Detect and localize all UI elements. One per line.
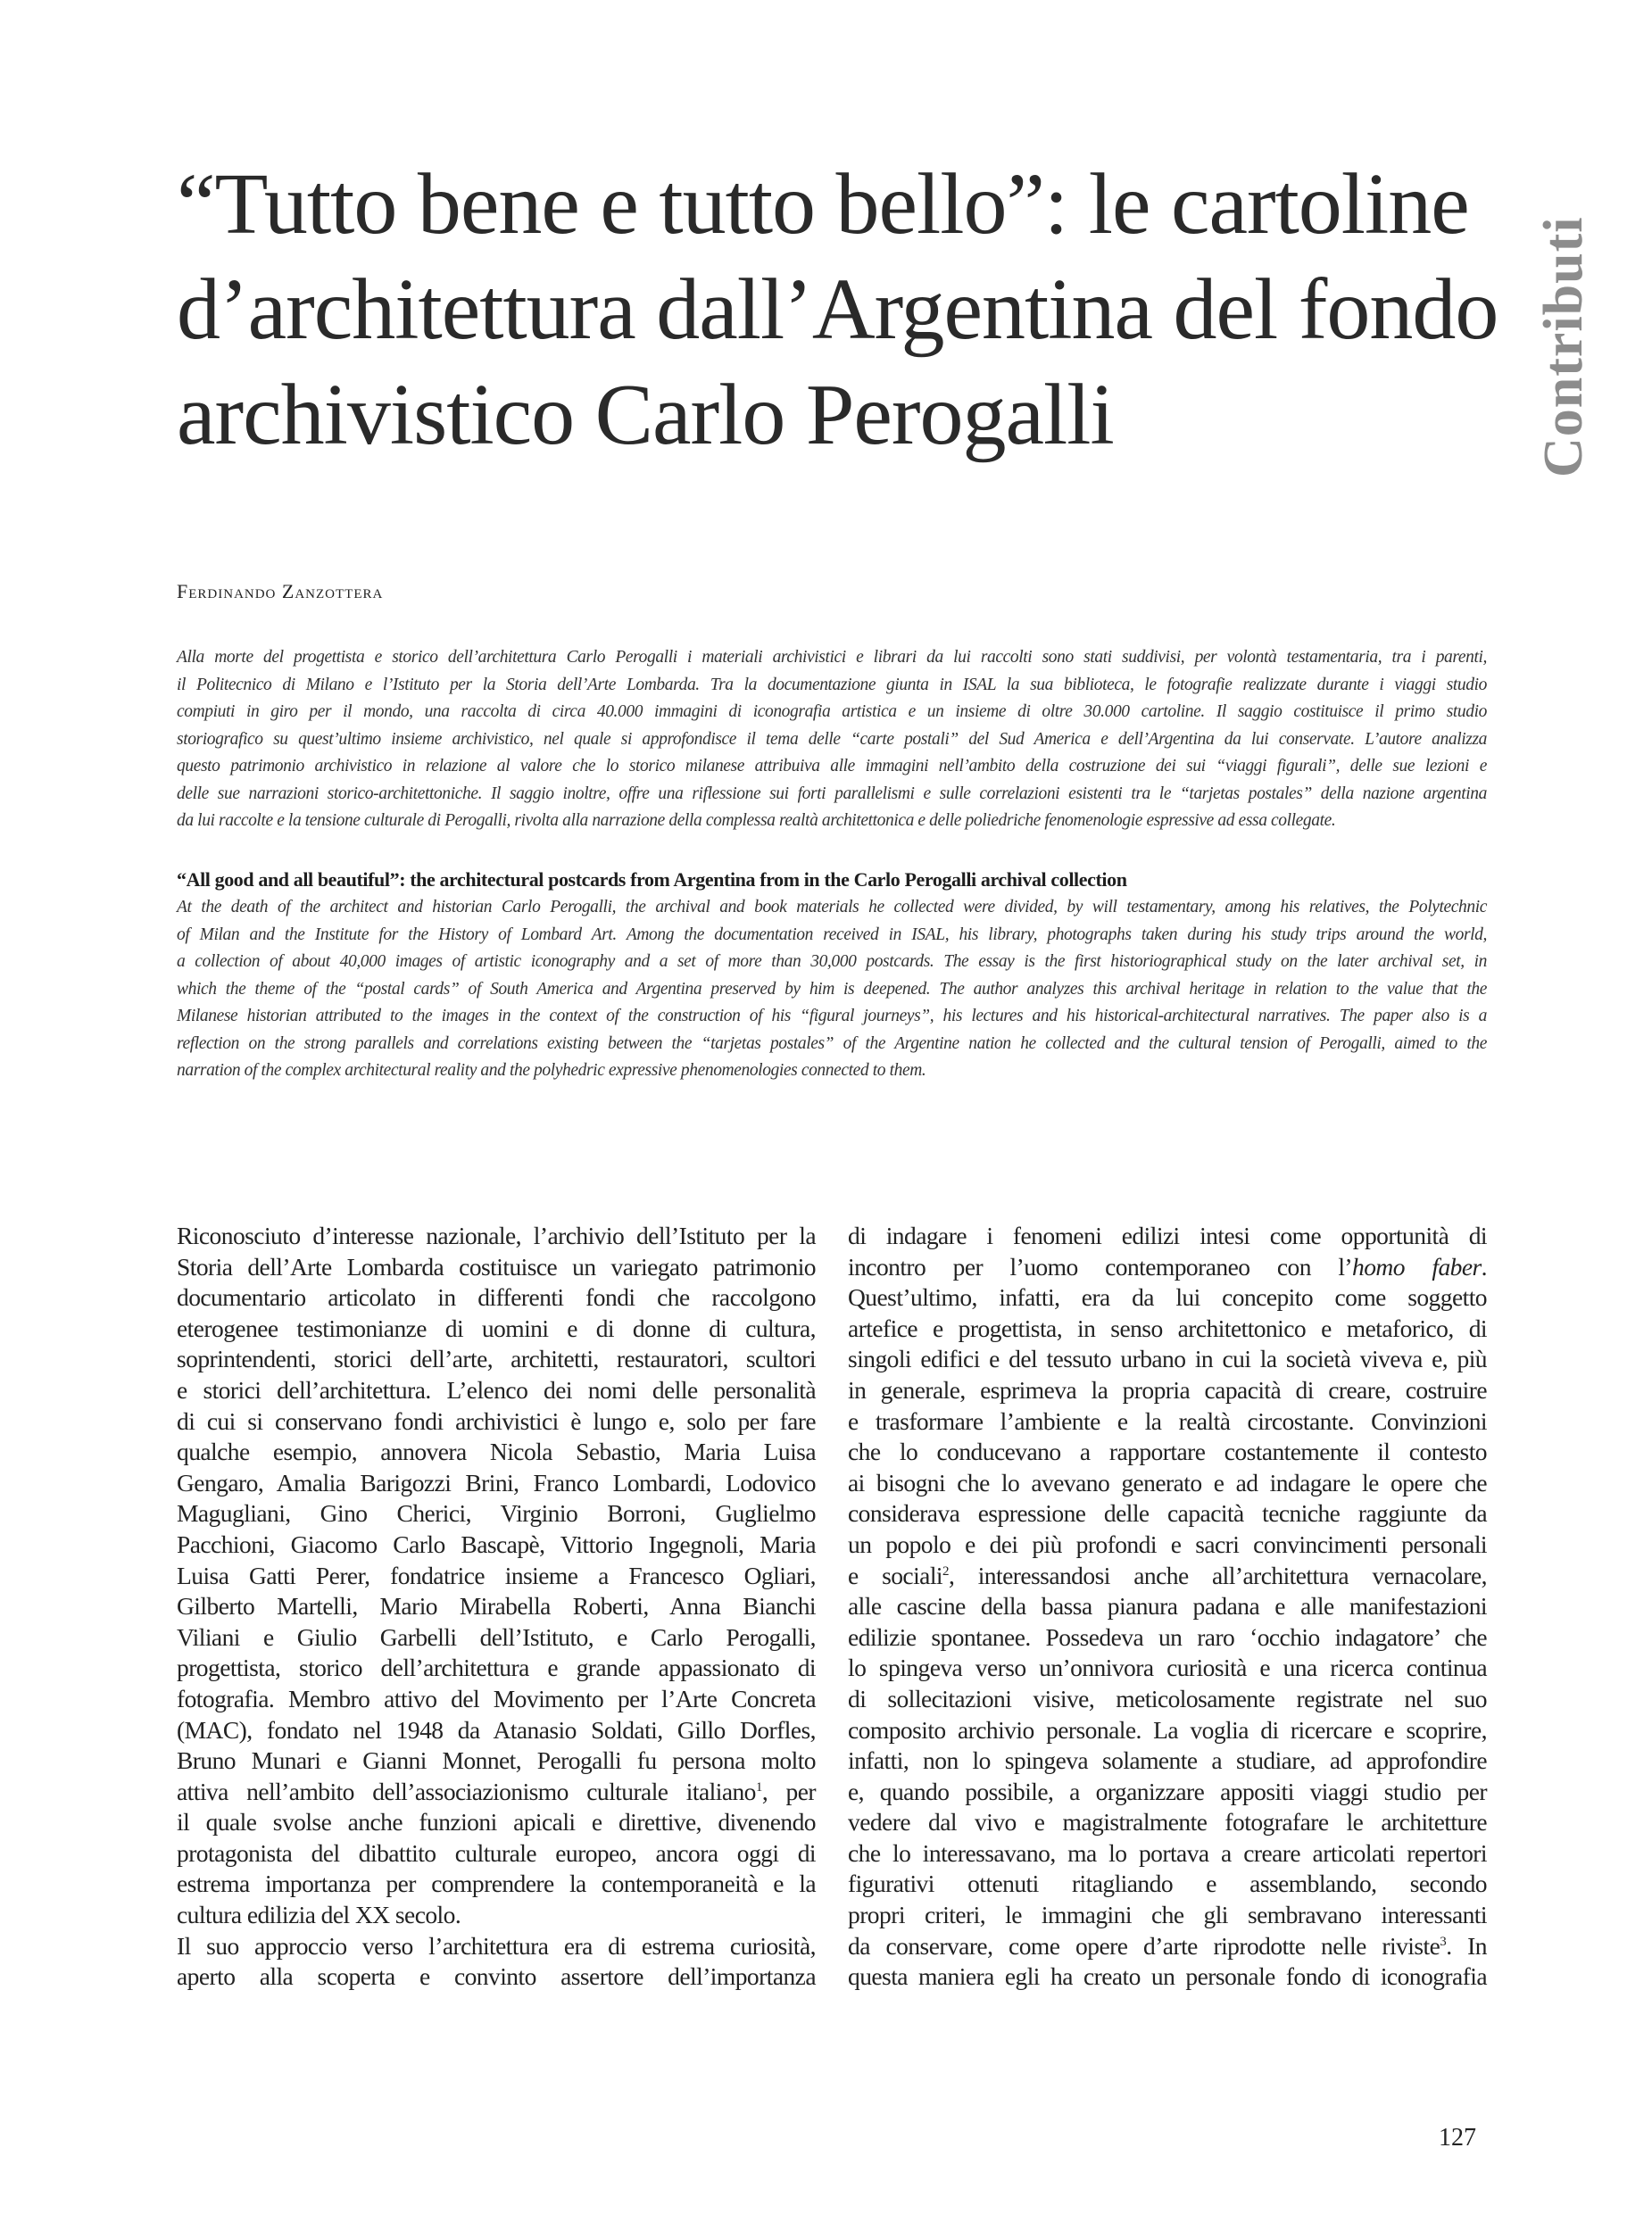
- text-line: che lo interessavano, ma lo portava a creare articolati repertori: [848, 1838, 1487, 1867]
- text-line: Milanese historian attributed to the images in the context of the construction of his “figural journeys”, his lectures and his historical-architectural narratives. The paper also is a: [177, 1007, 1487, 1025]
- article-title: [177, 152, 1498, 468]
- text-line: Pacchioni, Giacomo Carlo Bascapè, Vittorio Ingegnoli, Maria: [177, 1530, 816, 1558]
- text-line: di indagare i fenomeni edilizi intesi come opportunità di: [848, 1222, 1487, 1249]
- text-line: Storia dell’Arte Lombarda costituisce un variegato patrimonio: [177, 1252, 816, 1281]
- text-line: questa maniera egli ha creato un personale fondo di iconografia: [848, 1962, 1487, 1991]
- text-line: vedere dal vivo e magistralmente fotografare le architetture: [848, 1808, 1487, 1837]
- text-line: aperto alla scoperta e convinto assertore dell’importanza: [177, 1962, 816, 1991]
- text-line: di cui si conservano fondi archivistici è lungo e, solo per fare: [177, 1406, 816, 1435]
- text-line: qualche esempio, annovera Nicola Sebastio, Maria Luisa: [177, 1438, 816, 1466]
- section-label: Contributi: [1533, 216, 1594, 477]
- italic-term: homo faber: [1352, 1252, 1482, 1281]
- text-line: attiva nell’ambito dell’associazionismo culturale italiano$^1$, per: [177, 1777, 816, 1805]
- text-line: infatti, non lo spingeva solamente a studiare, ad approfondire: [848, 1746, 1487, 1775]
- text-line: protagonista del dibattito culturale europeo, ancora oggi di: [177, 1838, 816, 1867]
- text-line: figurativi ottenuti ritagliando e assemblando, secondo: [848, 1870, 1487, 1898]
- author-name: Ferdinando Zanzottera: [177, 580, 384, 602]
- text-line: Gilberto Martelli, Mario Mirabella Roberti, Anna Bianchi: [177, 1592, 816, 1621]
- text-line: Luisa Gatti Perer, fondatrice insieme a Francesco Ogliari,: [177, 1561, 816, 1589]
- title-line: d’architettura dall’Argentina del fondo: [177, 261, 1498, 358]
- text-line: documentario articolato in differenti fondi che raccolgono: [177, 1283, 816, 1312]
- text-line: reflection on the strong parallels and correlations existing between the “tarjetas postales” of the Argentine nation he collected and the cultural tension of Perogalli, aimed to the: [177, 1033, 1487, 1053]
- text-line: narration of the complex architectural reality and the polyhedric expressive phenomenologies connected to them.: [177, 1061, 926, 1080]
- text-line: da lui raccolte e la tensione culturale di Perogalli, rivolta alla narrazione della complessa realtà architettonica e delle poliedriche fenomenologie espressive ad essa collegate.: [177, 811, 1336, 830]
- text-line: propri criteri, le immagini che gli sembravano interessanti: [848, 1901, 1487, 1929]
- text-line: artefice e progettista, in senso architettonico e metaforico, di: [848, 1314, 1487, 1342]
- text-line: Magugliani, Gino Cherici, Virginio Borroni, Guglielmo: [177, 1499, 816, 1528]
- text-line: in generale, esprimeva la propria capacità di creare, costruire: [848, 1375, 1487, 1404]
- text-line: a collection of about 40,000 images of artistic iconography and a set of more than 30,000 postcards. The essay is the first historiographical study on the later archival set, in: [177, 952, 1487, 971]
- page-number: 127: [1439, 2124, 1476, 2152]
- text-line: da conservare, come opere d’arte riprodotte nelle riviste$^3$. In: [848, 1931, 1487, 1960]
- text-line: Bruno Munari e Gianni Monnet, Perogalli fu persona molto: [177, 1746, 816, 1775]
- text-line: alle cascine della bassa pianura padana e alle manifestazioni: [848, 1592, 1487, 1621]
- text-line: fotografia. Membro attivo del Movimento per l’Arte Concreta: [177, 1684, 816, 1712]
- text-line: Alla morte del progettista e storico dell’architettura Carlo Perogalli i materiali archivistici e librari da lui raccolti sono stati suddivisi, per volontà testamentaria, tra i parenti,: [177, 648, 1487, 667]
- title-line: “Tutto bene e tutto bello”: le cartoline: [177, 156, 1469, 253]
- text-line: edilizie spontanee. Possedeva un raro ‘occhio indagatore’ che: [848, 1622, 1487, 1651]
- text-line: incontro per l’uomo contemporaneo con l’homo faber.: [848, 1252, 1487, 1281]
- text-line: storiografico su quest’ultimo insieme archivistico, nel quale si approfondisce il tema delle “carte postali” del Sud America e dell’Argentina da lui conservate. L’autore analizza: [177, 729, 1487, 749]
- text-line: cultura edilizia del XX secolo.: [177, 1901, 461, 1929]
- abstract-english: [177, 894, 1487, 1085]
- text-line: il quale svolse anche funzioni apicali e direttive, divenendo: [177, 1808, 816, 1837]
- text-line: questo patrimonio archivistico in relazione al valore che lo storico milanese attribuiva alle immagini nell’ambito della costruzione dei sui “viaggi figurali”, delle sue lezioni e: [177, 757, 1487, 775]
- text-line: e, quando possibile, a organizzare appositi viaggi studio per: [848, 1777, 1487, 1805]
- text-line: Viliani e Giulio Garbelli dell’Istituto, e Carlo Perogalli,: [177, 1622, 816, 1651]
- text-line: of Milan and the Institute for the History of Lombard Art. Among the documentation received in ISAL, his library, photographs taken during his study trips around the world,: [177, 925, 1487, 944]
- text-line: considerava espressione delle capacità tecniche raggiunte da: [848, 1499, 1487, 1528]
- text-line: Quest’ultimo, infatti, era da lui concepito come soggetto: [848, 1283, 1487, 1312]
- text-line: (MAC), fondato nel 1948 da Atanasio Soldati, Gillo Dorfles,: [177, 1715, 816, 1744]
- text-line: eterogenee testimonianze di uomini e di donne di cultura,: [177, 1314, 816, 1342]
- text-line: progettista, storico dell’architettura e grande appassionato di: [177, 1654, 816, 1682]
- text-line: di sollecitazioni visive, meticolosamente registrate nel suo: [848, 1684, 1487, 1712]
- text-line: soprintendenti, storici dell’arte, architetti, restauratori, scultori: [177, 1345, 816, 1373]
- text-line: Gengaro, Amalia Barigozzi Brini, Franco Lombardi, Lodovico: [177, 1468, 816, 1497]
- text-line: e storici dell’architettura. L’elenco dei nomi delle personalità: [177, 1375, 816, 1404]
- footnote-marker[interactable]: 1: [755, 1779, 762, 1795]
- abstract-english-title: “All good and all beautiful”: the architectural postcards from Argentina from in the Carlo Perogalli archival collection: [177, 868, 1127, 891]
- footnote-marker[interactable]: 2: [942, 1563, 949, 1579]
- title-line: archivistico Carlo Perogalli: [177, 367, 1114, 463]
- text-line: Il suo approccio verso l’architettura era di estrema curiosità,: [177, 1931, 816, 1960]
- text-line: e sociali$^2$, interessandosi anche all’architettura vernacolare,: [848, 1561, 1487, 1589]
- text-line: e trasformare l’ambiente e la realtà circostante. Convinzioni: [848, 1406, 1487, 1435]
- text-line: delle sue narrazioni storico-architettoniche. Il saggio inoltre, offre una riflessione sui forti parallelismi e sulle correlazioni esistenti tra le “tarjetas postales” della nazione argentina: [177, 784, 1487, 803]
- text-line: which the theme of the “postal cards” of South America and Argentina preserved by him is deepened. The author analyzes this archival heritage in relation to the value that the: [177, 979, 1487, 999]
- text-line: estrema importanza per comprendere la contemporaneità e la: [177, 1870, 816, 1898]
- body-column-left: [177, 1221, 816, 1993]
- text-line: compiuti in giro per il mondo, una raccolta di circa 40.000 immagini di iconografia artistica e un insieme di oltre 30.000 cartoline. Il saggio costituisce il primo studio: [177, 702, 1487, 721]
- text-line: At the death of the architect and historian Carlo Perogalli, the archival and book materials he collected were divided, by will testamentary, among his relatives, the Polytechnic: [177, 898, 1487, 916]
- text-line: che lo conducevano a rapportare costantemente il contesto: [848, 1438, 1487, 1466]
- text-line: ai bisogni che lo avevano generato e ad indagare le opere che: [848, 1468, 1487, 1497]
- footnote-marker[interactable]: 3: [1440, 1934, 1447, 1949]
- text-line: composito archivio personale. La voglia di ricercare e scoprire,: [848, 1715, 1487, 1744]
- text-line: il Politecnico di Milano e l’Istituto per la Storia dell’Arte Lombarda. Tra la documentazione giunta in ISAL la sua biblioteca, le fotografie realizzate durante i viaggi studio: [177, 675, 1487, 694]
- text-line: Riconosciuto d’interesse nazionale, l’archivio dell’Istituto per la: [177, 1222, 816, 1249]
- body-column-right: [848, 1221, 1487, 1993]
- text-line: un popolo e dei più profondi e sacri convincimenti personali: [848, 1530, 1487, 1558]
- text-line: lo spingeva verso un’onnivora curiosità e una ricerca continua: [848, 1654, 1487, 1682]
- abstract-italian: [177, 644, 1487, 835]
- text-line: singoli edifici e del tessuto urbano in cui la società viveva e, più: [848, 1345, 1487, 1373]
